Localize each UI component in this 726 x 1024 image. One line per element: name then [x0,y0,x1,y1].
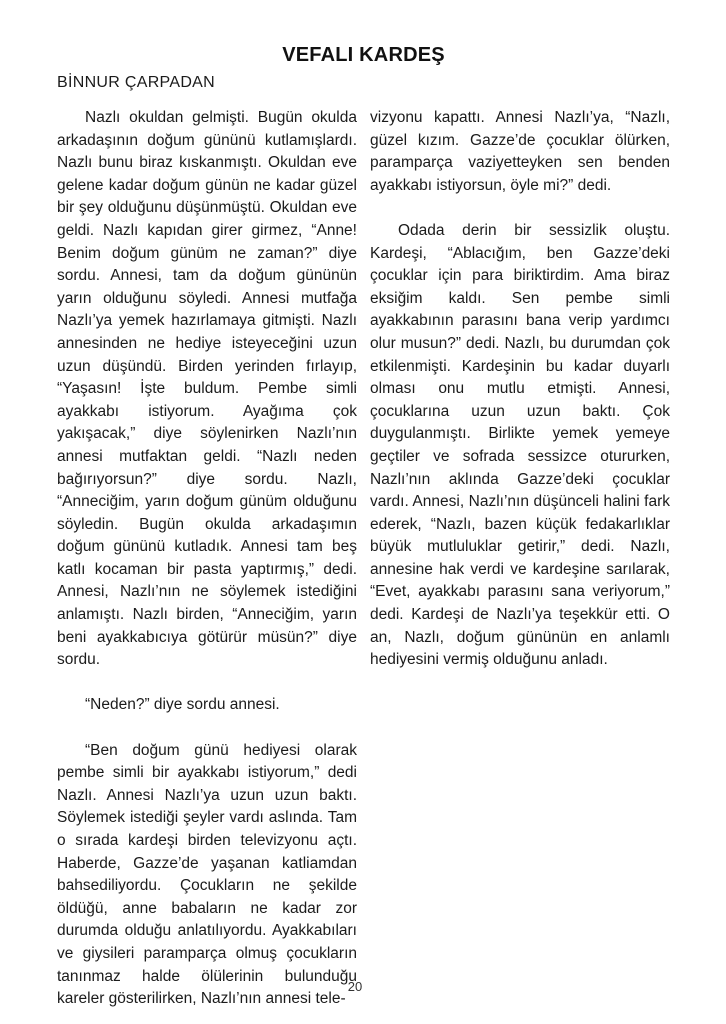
page-number: 20 [347,979,363,994]
story-paragraph: “Ben doğum günü hediyesi olarak pembe simli bir ayakkabı istiyorum,” dedi Nazlı. Annesi Nazlı’ya uzun uzun baktı. Söylemek istediği şeyler vardı aslında. Tam o sırada kardeşi birden televizyonu açtı. Haberde, Gazze’de yaşanan katliamdan bahsediliyordu. Çocukların ne şekilde öldüğü, anne babaların ne kadar zor durumda olduğu anlatılıyordu. Ayakkabıları ve giysileri paramparça olmuş çocukların tanınmaz halde ölülerinin bulunduğu kareler gösterilirken, Nazlı’nın annesi tele- [57,741,357,1008]
story-paragraph: Nazlı okuldan gelmişti. Bugün okulda arkadaşının doğum gününü kutlamışlardı. Nazlı bunu biraz kıskanmıştı. Okuldan eve gelene kadar doğum günün ne kadar güzel bir şey olduğunu düşünmüştü. Okuldan eve geldi. Nazlı kapıdan girer girmez, “Anne! Benim doğum günüm ne zaman?” diye sordu. Annesi, tam da doğum gününün yarın olduğunu söyledi. Annesi mutfağa Nazlı’ya yemek hazırlamaya gitmişti. Nazlı annesinden ne hediye isteyeceğini uzun uzun düşündü. Birden yerinden fırlayıp, “Yaşasın! İşte buldum. Pembe simli ayakkabı istiyorum. Ayağıma çok yakışacak,” diye söylenirken Nazlı’nın annesi mutfaktan geldi. “Nazlı neden bağırıyorsun?” diye sordu. Nazlı, “Anneciğim, yarın doğum günüm olduğunu söyledin. Bugün okulda arkadaşımın doğum gününü kutladık. Annesi tam beş katlı kocaman bir pasta yaptırmış,” dedi. Annesi, Nazlı’nın ne söylemek istediğini anlamıştı. Nazlı birden, “Anneciğim, yarın beni ayakkabıcıya götürür müsün?” diye sordu. [57,109,357,669]
story-paragraph-continuation: vizyonu kapattı. Annesi Nazlı’ya, “Nazlı, güzel kızım. Gazze’de çocuklar ölürken, paramparça vaziyetteyken sen benden ayakkabı istiyorsun, öyle mi?” dedi. [370,109,670,194]
left-column [57,107,357,1011]
story-paragraph: “Neden?” diye sordu annesi. [85,696,280,714]
story-paragraph: Odada derin bir sessizlik oluştu. Kardeşi, “Ablacığım, ben Gazze’deki çocuklar için para biriktirdim. Ama biraz eksiğim kaldı. Sen pembe simli ayakkabının parasını bana verip yardımcı olur musun?” dedi. Nazlı, bu durumdan çok etkilenmişti. Kardeşinin bu kadar duyarlı olması onu mutlu etmişti. Annesi, çocuklarına uzun uzun baktı. Çok duygulanmıştı. Birlikte yemek yemeye geçtiler ve sofrada sessizce otururken, Nazlı’nın aklında Gazze’deki çocuklar vardı. Annesi, Nazlı’nın düşünceli halini fark ederek, “Nazlı, bazen küçük fedakarlıklar büyük mutluluklar getirir,” dedi. Nazlı, annesine hak verdi ve kardeşine sarılarak, “Evet, ayakkabı parasını sana veriyorum,” dedi. Kardeşi de Nazlı’ya teşekkür etti. O an, Nazlı, doğum gününün en anlamlı hediyesini vermiş olduğunu anladı. [370,221,670,669]
text-columns [57,107,670,1011]
story-title: VEFALI KARDEŞ [282,44,445,66]
page-content [57,44,670,1011]
author-name: BİNNUR ÇARPADAN [57,74,215,91]
right-column [370,107,670,1011]
